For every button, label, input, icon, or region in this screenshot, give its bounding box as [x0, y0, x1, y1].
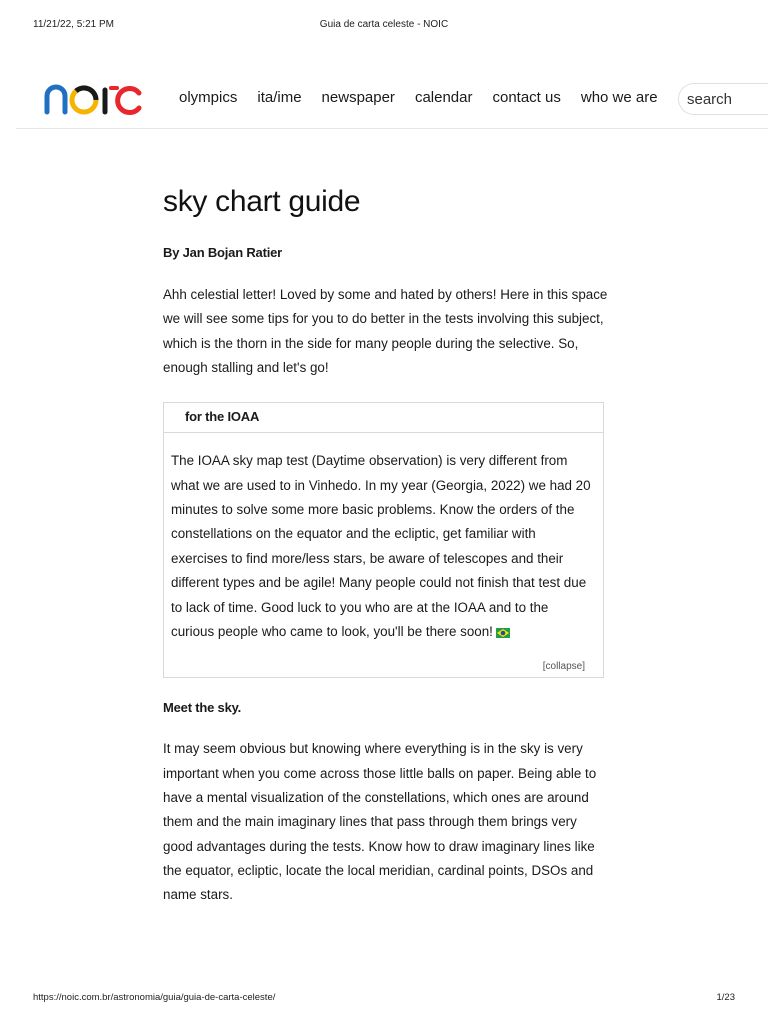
spoiler-body [164, 433, 603, 677]
intro-paragraph: Ahh celestial letter! Loved by some and hated by others! Here in this space we will see some tips for you to do better in the tests involving this subject, which is the thorn in the side for many people during the selective. So, enough stalling and let's go! [163, 287, 608, 375]
nav-link-newspaper[interactable]: newspaper [321, 89, 395, 106]
nav-link-ita-ime[interactable]: ita/ime [257, 89, 302, 106]
print-page-title: Guia de carta celeste - NOIC [319, 19, 449, 30]
spoiler-text [171, 449, 595, 644]
noic-logo-icon [43, 82, 143, 116]
spoiler-title[interactable]: for the IOAA [164, 403, 603, 433]
nav-link-olympics[interactable]: olympics [179, 89, 238, 106]
nav-link-calendar[interactable]: calendar [414, 89, 473, 106]
main-nav [179, 89, 678, 106]
print-url: https://noic.com.br/astronomia/guia/guia-de-carta-celeste/ [33, 992, 276, 1003]
section-heading: Meet the sky. [163, 700, 242, 716]
nav-link-who-we-are[interactable]: who we are [580, 89, 658, 106]
navbar [16, 70, 768, 129]
print-date: 11/21/22, 5:21 PM [33, 19, 114, 30]
article [163, 180, 608, 908]
section-paragraph: It may seem obvious but knowing where everything is in the sky is very important when you come across those little balls on paper. Being able to have a mental visualization of the constellations, which ones are around them and the main imaginary lines that pass through them brings very good advantages during the tests. Know how to draw imaginary lines like the equator, ecliptic, locate the local meridian, cardinal points, DSOs and name stars. [163, 741, 597, 903]
print-page-number: 1/23 [716, 992, 735, 1003]
nav-link-contact-us[interactable]: contact us [492, 89, 561, 106]
noic-logo[interactable] [43, 82, 143, 116]
collapse-link[interactable]: [collapse] [542, 661, 585, 673]
spoiler-box [163, 402, 604, 678]
spoiler-text-content: The IOAA sky map test (Daytime observation) is very different from what we are used to in Vinhedo. In my year (Georgia, 2022) we had 20 minutes to solve some more basic problems. Know the orders of the constellations on the equator and the ecliptic, get familiar with exercises to find more/less stars, be aware of telescopes and their different types and be agile! Many people could not finish that test due to lack of time. Good luck to you who are at the IOAA and to the curious people who came to look, you'll be there soon! [171, 453, 591, 640]
brazil-flag-icon [496, 628, 510, 638]
author-byline: By Jan Bojan Ratier [163, 245, 283, 260]
search-input[interactable] [678, 83, 768, 115]
page-title: sky chart guide [163, 185, 361, 218]
